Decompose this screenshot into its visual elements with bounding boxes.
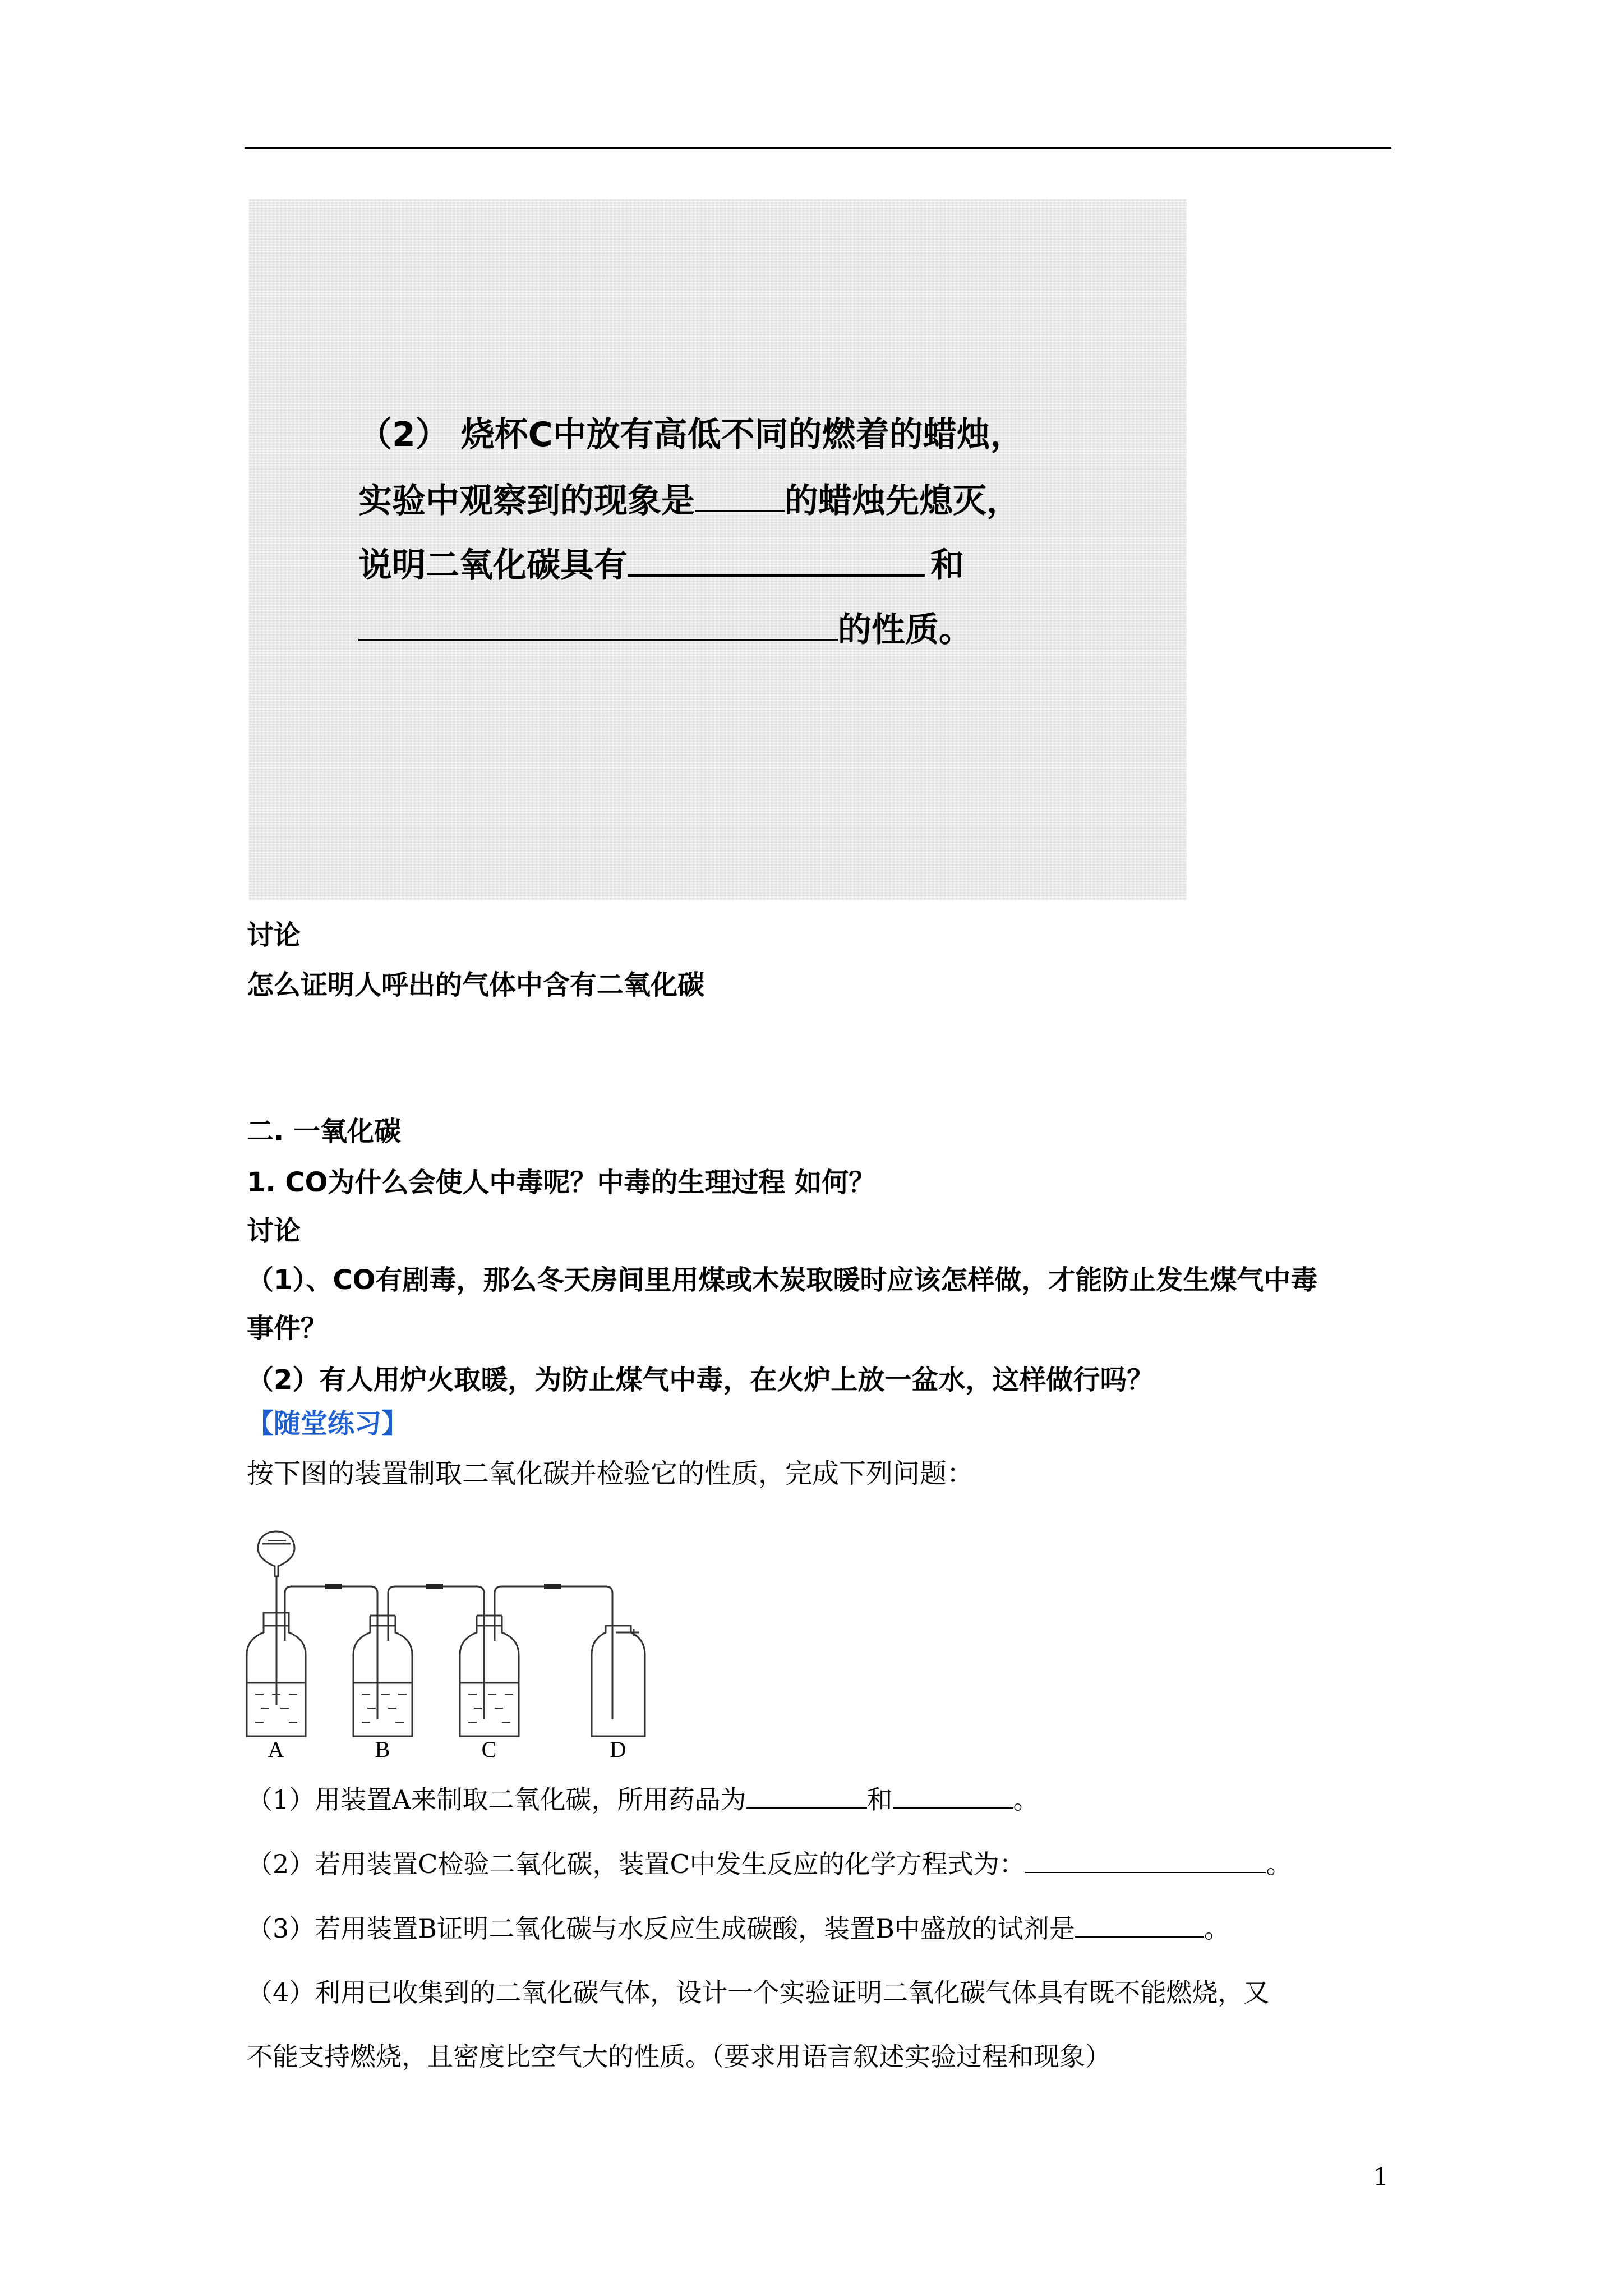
slide-line-2-text-a: 实验中观察到的现象是 [358,481,695,521]
slide-line-3-text-b: 和 [930,546,964,585]
co-question-1: 1. CO为什么会使人中毒呢？中毒的生理过程 如何？ [247,1167,876,1198]
practice-q1-and: 和 [866,1784,893,1815]
slide-blank-1 [695,480,785,512]
slide-line-2 [358,480,1020,521]
practice-question-1 [247,1783,1039,1816]
practice-question-3 [247,1912,1230,1945]
funnel-icon [258,1531,294,1576]
discussion-item-2: （2）有人用炉火取暖，为防止煤气中毒，在火炉上放一盆水，这样做行吗？ [247,1364,1154,1396]
rubber-joint-2 [426,1584,443,1589]
rubber-joint-1 [325,1584,342,1589]
practice-question-2 [247,1847,1292,1881]
discussion-item-1-line-1: （1）、CO有剧毒，那么冬天房间里用煤或木炭取暖时应该怎样做，才能防止发生煤气中毒 [247,1264,1318,1296]
practice-q2-text: （2）若用装置C检验二氧化碳，装置C中发生反应的化学方程式为： [247,1849,1025,1879]
label-d: D [610,1737,626,1761]
bottle-b [353,1626,412,1736]
slide-line-1: （2） 烧杯C中放有高低不同的燃着的蜡烛， [358,415,1024,454]
slide-image [249,199,1187,900]
rubber-joint-3 [544,1584,561,1589]
practice-q1-text: （1）用装置A来制取二氧化碳，所用药品为 [247,1784,746,1815]
section-title-co: 二. 一氧化碳 [247,1116,401,1147]
practice-q2-end: 。 [1266,1849,1292,1879]
label-b: B [375,1737,390,1761]
slide-line-3 [358,544,964,585]
answer-blank-4[interactable] [1075,1913,1204,1938]
discussion-heading-1: 讨论 [247,919,301,951]
practice-q3-end: 。 [1204,1913,1230,1944]
practice-q3-text: （3）若用装置B证明二氧化碳与水反应生成碳酸，装置B中盛放的试剂是 [247,1913,1075,1944]
slide-line-4 [358,609,972,650]
bottle-d [592,1626,645,1736]
answer-blank-3[interactable] [1025,1848,1266,1873]
apparatus-diagram [241,1515,679,1761]
answer-blank-2[interactable] [893,1784,1013,1809]
answer-blank-1[interactable] [746,1784,867,1809]
discussion-question-1: 怎么证明人呼出的气体中含有二氧化碳 [247,969,705,1001]
practice-intro: 按下图的装置制取二氧化碳并检验它的性质，完成下列问题： [247,1458,974,1489]
header-rule [245,147,1391,149]
practice-question-4-line-1: （4）利用已收集到的二氧化碳气体，设计一个实验证明二氧化碳气体具有既不能燃烧，又 [247,1977,1270,2008]
slide-blank-3 [358,609,838,641]
slide-line-3-text-a: 说明二氧化碳具有 [358,546,628,585]
slide-line-4-text-b: 的性质。 [838,610,972,650]
slide-line-2-text-b: 的蜡烛先熄灭， [785,481,1020,521]
label-a: A [268,1737,284,1761]
practice-q1-end: 。 [1013,1784,1039,1815]
discussion-heading-2: 讨论 [247,1215,301,1246]
practice-question-4-line-2: 不能支持燃烧，且密度比空气大的性质。（要求用语言叙述实验过程和现象） [247,2041,1111,2072]
slide-blank-2 [628,544,925,577]
discussion-item-1-line-2: 事件？ [247,1313,328,1344]
label-c: C [481,1737,497,1761]
bottle-c [460,1626,519,1736]
page-number: 1 [1373,2163,1389,2192]
practice-heading: 【随堂练习】 [247,1408,409,1439]
